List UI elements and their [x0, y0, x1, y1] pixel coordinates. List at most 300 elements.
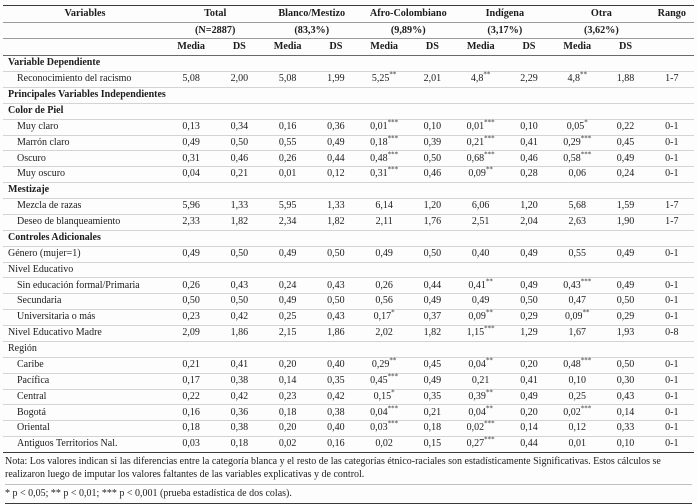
stat-header-media: Media [263, 39, 311, 56]
value-cell: 0,33 [601, 421, 649, 437]
value-cell: 0,27*** [457, 437, 505, 453]
significance-marker: ** [485, 356, 493, 365]
value-cell: 0,05* [553, 119, 601, 135]
stat-header-media: Media [360, 39, 408, 56]
value-cell: 0,50 [312, 294, 360, 310]
column-header-indigena: Indígena [457, 6, 554, 23]
value-cell [167, 230, 215, 246]
value-cell: 1,20 [408, 199, 456, 215]
value-cell: 0,09** [457, 167, 505, 183]
value-cell [312, 183, 360, 199]
table-body [3, 56, 694, 453]
header-spacer [3, 39, 167, 56]
value-cell: 0,01 [553, 437, 601, 453]
value-cell [553, 341, 601, 357]
value-cell: 0,01*** [360, 119, 408, 135]
rango-cell [650, 103, 694, 119]
significance-marker: *** [484, 118, 495, 127]
value-cell [215, 262, 263, 278]
value-cell: 1,93 [601, 326, 649, 342]
value-cell: 0,20 [263, 421, 311, 437]
value-cell: 1,59 [601, 199, 649, 215]
significance-marker: ** [485, 388, 493, 397]
value-cell [215, 183, 263, 199]
value-cell: 0,45 [408, 357, 456, 373]
value-cell: 0,37 [408, 310, 456, 326]
value-cell [312, 230, 360, 246]
value-cell: 6,06 [457, 199, 505, 215]
value-cell: 0,29*** [553, 135, 601, 151]
value-cell: 2,02 [360, 326, 408, 342]
value-cell: 1,20 [505, 199, 553, 215]
value-cell: 1,15*** [457, 326, 505, 342]
value-cell: 0,56 [360, 294, 408, 310]
value-cell: 0,49 [601, 246, 649, 262]
rango-cell: 0-1 [650, 310, 694, 326]
table-header [3, 6, 694, 56]
rango-cell: 0-1 [650, 421, 694, 437]
group-subtitle-blanco-mestizo: (83,3%) [263, 22, 360, 39]
column-header-otra: Otra [553, 6, 650, 23]
stat-header-media: Media [167, 39, 215, 56]
row-label: Bogotá [3, 405, 167, 421]
table-row [3, 278, 694, 294]
value-cell: 0,41** [457, 278, 505, 294]
value-cell [167, 341, 215, 357]
value-cell: 0,43 [601, 389, 649, 405]
rango-cell: 0-1 [650, 405, 694, 421]
row-label: Muy claro [3, 119, 167, 135]
significance-marker: ** [579, 70, 587, 79]
value-cell: 0,49 [505, 278, 553, 294]
group-subtitle-total: (N=2887) [167, 22, 264, 39]
value-cell: 0,26 [360, 278, 408, 294]
value-cell: 0,23 [263, 389, 311, 405]
table-row [3, 389, 694, 405]
significance-marker: * [391, 309, 395, 318]
value-cell: 2,01 [408, 72, 456, 88]
value-cell [167, 56, 215, 72]
rango-cell: 0-1 [650, 246, 694, 262]
value-cell [360, 56, 408, 72]
value-cell: 0,02 [263, 437, 311, 453]
value-cell [360, 341, 408, 357]
rango-cell: 0-1 [650, 151, 694, 167]
table-row [3, 326, 694, 342]
value-cell [167, 183, 215, 199]
value-cell: 0,09** [457, 310, 505, 326]
column-header-variables: Variables [3, 6, 167, 23]
significance-marker: *** [387, 404, 399, 413]
value-cell: 0,40 [457, 246, 505, 262]
table-row [3, 310, 694, 326]
column-header-blanco-mestizo: Blanco/Mestizo [263, 6, 360, 23]
section-row [3, 230, 694, 246]
header-row-subtitles [3, 22, 694, 39]
value-cell: 0,18*** [360, 135, 408, 151]
value-cell: 2,04 [505, 214, 553, 230]
column-header-rango: Rango [650, 6, 694, 23]
significance-marker: * [584, 118, 588, 127]
subsection-row [3, 341, 694, 357]
value-cell: 0,39 [408, 135, 456, 151]
value-cell: 0,43 [312, 278, 360, 294]
significance-marker: *** [580, 134, 592, 143]
value-cell: 0,45*** [360, 373, 408, 389]
value-cell [360, 230, 408, 246]
value-cell: 0,49 [312, 135, 360, 151]
value-cell: 0,49 [505, 246, 553, 262]
value-cell: 0,49 [263, 246, 311, 262]
value-cell: 0,10 [505, 119, 553, 135]
table-row [3, 246, 694, 262]
value-cell: 0,21 [167, 357, 215, 373]
header-spacer [3, 22, 167, 39]
value-cell [167, 103, 215, 119]
value-cell: 2,29 [505, 72, 553, 88]
row-label: Género (mujer=1) [3, 246, 167, 262]
value-cell: 0,49 [505, 389, 553, 405]
value-cell [312, 56, 360, 72]
value-cell [312, 103, 360, 119]
rango-cell: 1-7 [650, 199, 694, 215]
section-row [3, 103, 694, 119]
table-notes [3, 453, 694, 504]
significance-marker: *** [387, 166, 399, 175]
significance-marker: ** [389, 356, 397, 365]
value-cell: 0,18 [215, 437, 263, 453]
value-cell: 0,21 [408, 405, 456, 421]
value-cell [505, 341, 553, 357]
value-cell [312, 87, 360, 103]
value-cell [408, 183, 456, 199]
value-cell: 0,50 [312, 246, 360, 262]
value-cell [215, 230, 263, 246]
significance-marker: *** [580, 277, 592, 286]
stat-header-ds: DS [312, 39, 360, 56]
row-label: Variable Dependiente [3, 56, 167, 72]
table-row [3, 135, 694, 151]
value-cell: 1,90 [601, 214, 649, 230]
significance-marker: ** [485, 277, 493, 286]
value-cell [263, 230, 311, 246]
row-label: Nivel Educativo Madre [3, 326, 167, 342]
value-cell: 0,46 [215, 151, 263, 167]
row-label: Mestizaje [3, 183, 167, 199]
value-cell: 0,43 [312, 310, 360, 326]
value-cell: 0,22 [601, 119, 649, 135]
value-cell: 0,16 [263, 119, 311, 135]
value-cell: 0,49 [457, 294, 505, 310]
value-cell: 1,29 [505, 326, 553, 342]
value-cell: 0,44 [312, 151, 360, 167]
value-cell [263, 103, 311, 119]
value-cell [408, 262, 456, 278]
significance-marker: *** [387, 134, 399, 143]
value-cell [360, 262, 408, 278]
row-label: Central [3, 389, 167, 405]
significance-marker: ** [485, 404, 493, 413]
value-cell: 5,25** [360, 72, 408, 88]
value-cell [505, 230, 553, 246]
value-cell [312, 262, 360, 278]
value-cell: 0,55 [553, 246, 601, 262]
value-cell: 0,42 [215, 310, 263, 326]
value-cell: 0,41 [505, 135, 553, 151]
value-cell: 0,16 [312, 437, 360, 453]
significance-marker: *** [387, 372, 399, 381]
value-cell [457, 230, 505, 246]
value-cell: 1,82 [312, 214, 360, 230]
value-cell [553, 262, 601, 278]
value-cell [601, 87, 649, 103]
table-row [3, 199, 694, 215]
note-significance: * p < 0,05; ** p < 0,01; *** p < 0,001 (prueba estadística de dos colas). [5, 484, 692, 504]
value-cell: 0,10 [408, 119, 456, 135]
value-cell: 0,14 [601, 405, 649, 421]
value-cell [601, 183, 649, 199]
value-cell [167, 262, 215, 278]
header-spacer [650, 22, 694, 39]
significance-marker: *** [580, 150, 592, 159]
value-cell: 2,00 [215, 72, 263, 88]
significance-marker: *** [387, 420, 399, 429]
significance-marker: *** [484, 134, 495, 143]
value-cell: 5,96 [167, 199, 215, 215]
value-cell [408, 56, 456, 72]
value-cell: 0,49 [408, 373, 456, 389]
value-cell: 0,41 [215, 357, 263, 373]
value-cell [457, 87, 505, 103]
group-subtitle-otra: (3,62%) [553, 22, 650, 39]
value-cell: 1,67 [553, 326, 601, 342]
value-cell: 0,49 [408, 294, 456, 310]
value-cell: 0,14 [263, 373, 311, 389]
value-cell: 0,50 [408, 246, 456, 262]
value-cell: 0,09** [553, 310, 601, 326]
value-cell: 5,08 [167, 72, 215, 88]
row-label: Mezcla de razas [3, 199, 167, 215]
value-cell: 0,02*** [457, 421, 505, 437]
value-cell: 0,50 [601, 357, 649, 373]
value-cell: 4,8** [553, 72, 601, 88]
rango-cell [650, 56, 694, 72]
value-cell: 0,29 [601, 310, 649, 326]
value-cell [553, 87, 601, 103]
value-cell: 0,15 [408, 437, 456, 453]
value-cell: 0,21 [215, 167, 263, 183]
value-cell [263, 341, 311, 357]
rango-cell: 0-1 [650, 357, 694, 373]
value-cell: 0,10 [601, 437, 649, 453]
value-cell [408, 103, 456, 119]
value-cell: 0,26 [167, 278, 215, 294]
row-label: Muy oscuro [3, 167, 167, 183]
stat-header-media: Media [553, 39, 601, 56]
value-cell: 0,20 [263, 357, 311, 373]
value-cell [553, 230, 601, 246]
rango-cell: 1-7 [650, 214, 694, 230]
value-cell: 0,40 [312, 421, 360, 437]
significance-marker: ** [582, 309, 590, 318]
row-label: Sin educación formal/Primaria [3, 278, 167, 294]
value-cell: 0,49 [360, 246, 408, 262]
value-cell: 0,06 [553, 167, 601, 183]
value-cell: 0,04 [167, 167, 215, 183]
value-cell: 0,30 [601, 373, 649, 389]
value-cell: 0,45 [601, 135, 649, 151]
value-cell: 0,49 [601, 151, 649, 167]
value-cell: 1,82 [408, 326, 456, 342]
value-cell [457, 56, 505, 72]
value-cell [215, 103, 263, 119]
value-cell: 1,86 [215, 326, 263, 342]
value-cell: 0,35 [312, 373, 360, 389]
table-row [3, 72, 694, 88]
value-cell: 0,13 [167, 119, 215, 135]
rango-cell: 1-7 [650, 72, 694, 88]
stat-header-ds: DS [505, 39, 553, 56]
row-label: Antiguos Territorios Nal. [3, 437, 167, 453]
value-cell: 0,68*** [457, 151, 505, 167]
rango-cell: 0-1 [650, 437, 694, 453]
section-row [3, 87, 694, 103]
value-cell: 1,33 [312, 199, 360, 215]
row-label: Principales Variables Independientes [3, 87, 167, 103]
value-cell [505, 56, 553, 72]
significance-marker: *** [580, 356, 592, 365]
value-cell: 2,15 [263, 326, 311, 342]
value-cell: 0,42 [215, 389, 263, 405]
value-cell: 0,25 [553, 389, 601, 405]
value-cell: 0,18 [167, 421, 215, 437]
note-text: Nota: Los valores indican si las diferencias entre la categoría blanca y el resto de las categorías étnico-raciales son estadísticamente Significativas. Estos cálculos se realizaron luego de imputar los valores faltantes de las variables explicativas y de control. [5, 456, 661, 480]
value-cell: 0,17 [167, 373, 215, 389]
value-cell: 0,48*** [553, 357, 601, 373]
value-cell: 0,02 [360, 437, 408, 453]
value-cell [457, 183, 505, 199]
value-cell [215, 56, 263, 72]
value-cell [408, 341, 456, 357]
value-cell [167, 87, 215, 103]
value-cell [263, 56, 311, 72]
value-cell: 0,35 [408, 389, 456, 405]
row-label: Marrón claro [3, 135, 167, 151]
significance-marker: ** [389, 70, 397, 79]
row-label: Deseo de blanqueamiento [3, 214, 167, 230]
value-cell: 0,15* [360, 389, 408, 405]
descriptive-statistics-table [3, 5, 694, 453]
value-cell: 0,29** [360, 357, 408, 373]
value-cell [601, 262, 649, 278]
stat-header-media: Media [457, 39, 505, 56]
significance-marker: *** [484, 420, 495, 429]
value-cell: 0,36 [312, 119, 360, 135]
value-cell: 0,42 [312, 389, 360, 405]
row-label: Pacífica [3, 373, 167, 389]
value-cell: 0,16 [167, 405, 215, 421]
value-cell [505, 183, 553, 199]
value-cell: 1,76 [408, 214, 456, 230]
value-cell: 0,38 [215, 421, 263, 437]
row-label: Color de Piel [3, 103, 167, 119]
significance-marker: ** [485, 166, 493, 175]
value-cell: 0,03*** [360, 421, 408, 437]
value-cell: 0,58*** [553, 151, 601, 167]
value-cell: 0,01*** [457, 119, 505, 135]
significance-marker: ** [485, 309, 493, 318]
value-cell: 0,44 [408, 278, 456, 294]
value-cell: 0,24 [601, 167, 649, 183]
value-cell: 2,51 [457, 214, 505, 230]
value-cell: 0,18 [263, 405, 311, 421]
value-cell: 0,38 [312, 405, 360, 421]
value-cell: 0,44 [505, 437, 553, 453]
value-cell: 0,50 [601, 294, 649, 310]
row-label: Nivel Educativo [3, 262, 167, 278]
significance-marker: * [391, 388, 395, 397]
rango-cell: 0-1 [650, 373, 694, 389]
value-cell: 0,48*** [360, 151, 408, 167]
row-label: Oriental [3, 421, 167, 437]
table-row [3, 294, 694, 310]
rango-cell [650, 341, 694, 357]
value-cell [505, 262, 553, 278]
table-row [3, 437, 694, 453]
value-cell: 0,50 [408, 151, 456, 167]
value-cell: 0,50 [167, 294, 215, 310]
value-cell: 0,31 [167, 151, 215, 167]
group-subtitle-afro-colombiano: (9,89%) [360, 22, 457, 39]
value-cell: 0,24 [263, 278, 311, 294]
value-cell [505, 103, 553, 119]
rango-cell: 0-1 [650, 167, 694, 183]
significance-marker: *** [387, 118, 399, 127]
value-cell: 0,50 [215, 294, 263, 310]
value-cell: 1,99 [312, 72, 360, 88]
column-header-afro-colombiano: Afro-Colombiano [360, 6, 457, 23]
significance-marker: *** [387, 150, 399, 159]
header-spacer [650, 39, 694, 56]
value-cell [601, 56, 649, 72]
value-cell: 0,50 [215, 135, 263, 151]
value-cell [408, 230, 456, 246]
value-cell: 0,21*** [457, 135, 505, 151]
value-cell: 0,34 [215, 119, 263, 135]
value-cell [360, 103, 408, 119]
value-cell [360, 183, 408, 199]
value-cell [408, 87, 456, 103]
value-cell: 0,41 [505, 373, 553, 389]
value-cell: 0,25 [263, 310, 311, 326]
value-cell: 2,33 [167, 214, 215, 230]
value-cell: 5,68 [553, 199, 601, 215]
value-cell: 0,40 [312, 357, 360, 373]
value-cell: 0,26 [263, 151, 311, 167]
value-cell: 2,34 [263, 214, 311, 230]
value-cell [553, 56, 601, 72]
value-cell: 0,01 [263, 167, 311, 183]
value-cell: 2,63 [553, 214, 601, 230]
value-cell: 0,36 [215, 405, 263, 421]
significance-marker: ** [483, 70, 491, 79]
value-cell: 0,20 [505, 405, 553, 421]
rango-cell: 0-1 [650, 119, 694, 135]
value-cell: 0,50 [215, 246, 263, 262]
column-header-total: Total [167, 6, 264, 23]
value-cell [457, 262, 505, 278]
value-cell: 0,49 [167, 135, 215, 151]
